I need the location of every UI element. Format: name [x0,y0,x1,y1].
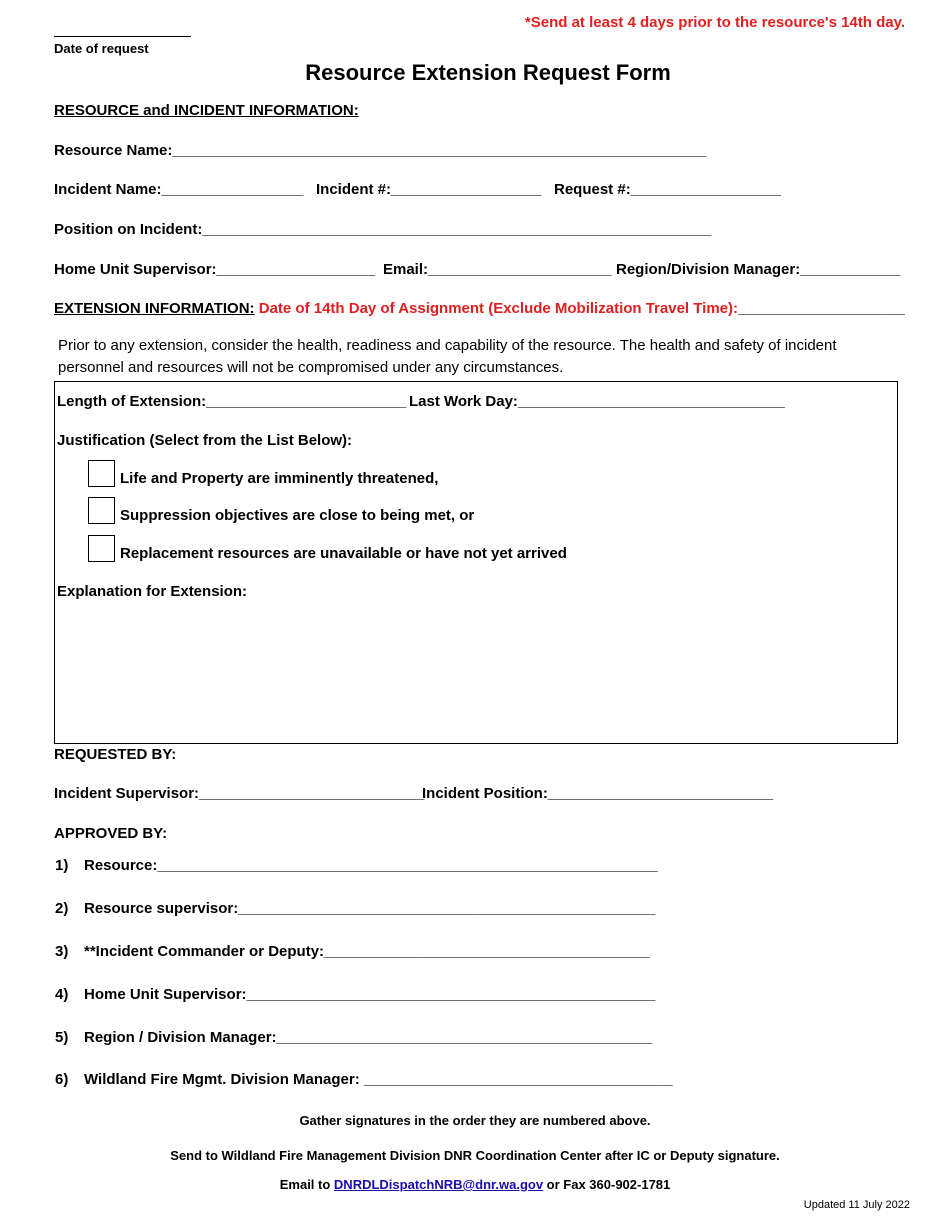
approval-signature-field[interactable]: Home Unit Supervisor:_________________________________________________ [84,986,656,1003]
approval-signature-field[interactable]: Resource:____________________________________________________________ [84,857,658,874]
approval-number: 6) [55,1071,69,1088]
send-instructions: Send to Wildland Fire Management Division DNR Coordination Center after IC or Deputy signature. [170,1148,780,1163]
incident-supervisor-field[interactable]: Incident Supervisor:___________________________ [54,785,425,802]
justification-option-3: Replacement resources are unavailable or have not yet arrived [120,545,567,562]
fourteenth-day-field[interactable]: ____________________ [738,300,905,317]
approval-signature-field[interactable]: Region / Division Manager:_____________________________________________ [84,1029,652,1046]
justification-checkbox-1[interactable] [88,460,115,487]
signature-order-note: Gather signatures in the order they are numbered above. [299,1113,651,1128]
date-of-request-line[interactable] [54,36,191,37]
resource-section-heading: RESOURCE and INCIDENT INFORMATION: [54,102,359,119]
justification-checkbox-3[interactable] [88,535,115,562]
last-work-day-field[interactable]: Last Work Day:________________________________ [409,393,785,410]
length-of-extension-field[interactable]: Length of Extension:________________________ [57,393,407,410]
request-number-field[interactable]: Request #:__________________ [554,181,781,198]
approved-by-heading: APPROVED BY: [54,825,168,842]
incident-name-field[interactable]: Incident Name:_________________ [54,181,304,198]
approval-item-2[interactable] [55,900,655,917]
home-unit-supervisor-field[interactable]: Home Unit Supervisor:___________________ [54,261,376,278]
approval-signature-field[interactable]: Wildland Fire Mgmt. Division Manager: _____________________________________ [84,1071,673,1088]
approval-item-6[interactable] [55,1071,673,1088]
approval-item-3[interactable] [55,943,649,960]
approval-number: 3) [55,943,69,960]
extension-section-heading: EXTENSION INFORMATION: [54,300,255,317]
approval-signature-field[interactable]: **Incident Commander or Deputy:_______________________________________ [84,943,650,960]
intro-text-line-1: Prior to any extension, consider the health, readiness and capability of the resource. The health and safety of incident [58,337,837,354]
approval-signature-field[interactable]: Resource supervisor:__________________________________________________ [84,900,656,917]
approval-item-1[interactable] [55,857,658,874]
intro-text-line-2: personnel and resources will not be compromised under any circumstances. [58,359,564,376]
dispatch-email-link[interactable]: DNRDLDispatchNRB@dnr.wa.gov [333,1177,544,1192]
approval-number: 5) [55,1029,69,1046]
email-prefix: Email to [279,1177,334,1192]
resource-name-field[interactable]: Resource Name:________________________________________________________________ [54,142,707,159]
email-field[interactable]: Email:______________________ [383,261,612,278]
approval-number: 2) [55,900,69,917]
extension-date-row [54,300,905,317]
justification-checkbox-2[interactable] [88,497,115,524]
explanation-textarea[interactable] [56,606,894,740]
contact-line [0,1177,950,1192]
page-title: Resource Extension Request Form [305,60,671,85]
requested-by-heading: REQUESTED BY: [54,746,177,763]
send-notice: *Send at least 4 days prior to the resource's 14th day. [524,14,905,31]
approval-number: 1) [55,857,69,874]
justification-option-1: Life and Property are imminently threatened, [120,470,439,487]
region-manager-field[interactable]: Region/Division Manager:____________ [616,261,901,278]
approval-item-5[interactable] [55,1029,652,1046]
justification-label: Justification (Select from the List Below): [57,432,353,449]
incident-number-field[interactable]: Incident #:__________________ [316,181,542,198]
approval-number: 4) [55,986,69,1003]
justification-option-2: Suppression objectives are close to being met, or [120,507,475,524]
date-of-request-label: Date of request [54,41,149,56]
approval-item-4[interactable] [55,986,655,1003]
fourteenth-day-prompt: Date of 14th Day of Assignment (Exclude Mobilization Travel Time): [258,300,738,317]
incident-position-field[interactable]: Incident Position:___________________________ [422,785,774,802]
fax-number: or Fax 360-902-1781 [543,1177,671,1192]
position-field[interactable]: Position on Incident:_____________________________________________________________ [54,221,712,238]
updated-date: Updated 11 July 2022 [803,1199,910,1211]
explanation-label: Explanation for Extension: [57,583,248,600]
